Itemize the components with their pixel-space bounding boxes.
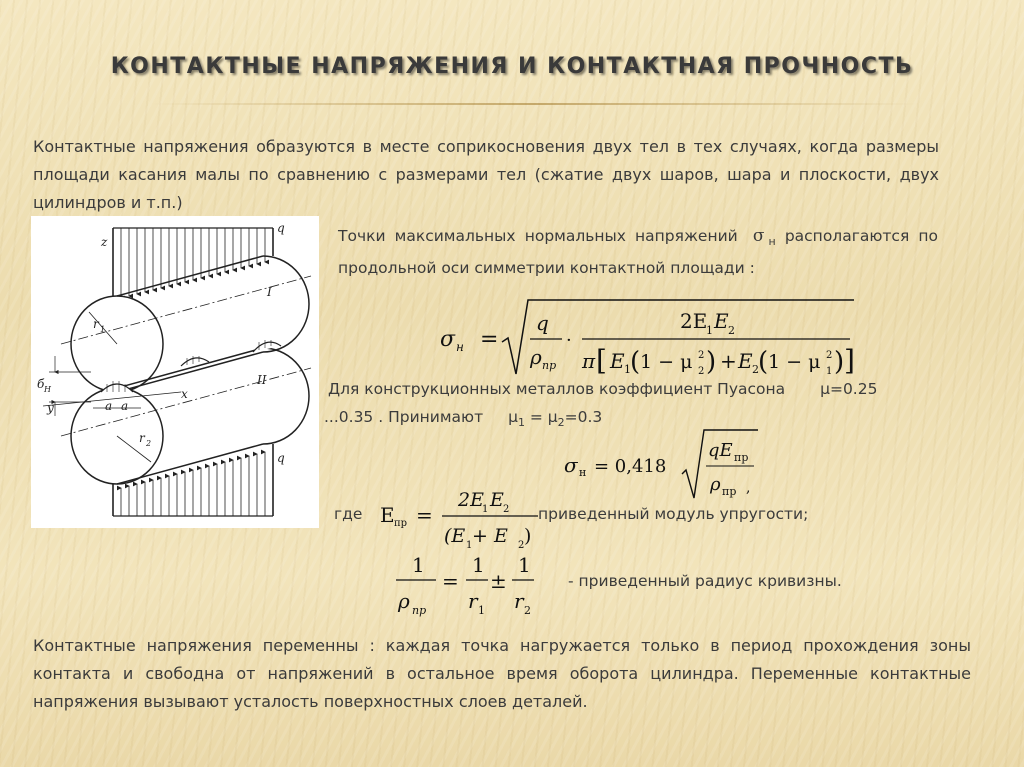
poisson-line-2 <box>324 408 602 429</box>
formula-reduced-radius <box>392 548 552 622</box>
poisson-eq: = <box>524 408 548 426</box>
f4-r1-sub: 1 <box>478 604 485 617</box>
f1-paren2-open: ( <box>758 347 769 377</box>
f4-r2-sub: 2 <box>524 604 531 617</box>
f3-num-s1: 1 <box>482 504 489 515</box>
f1-num-s1: 1 <box>706 324 713 337</box>
f2-rho-sub: пр <box>722 485 737 498</box>
f2-comma: , <box>746 480 751 496</box>
intro-paragraph: Контактные напряжения образуются в месте соприкосновения двух тел в тех случаях, когда размеры площади касания малы по сравнению с размерами тел (сжатие двух шаров, шара и плоскости, двух цилиндров и т.п.) <box>33 137 939 212</box>
fig-label-roman-2: II <box>257 373 267 387</box>
f1-num-s2: 2 <box>728 324 735 337</box>
f1-mu2-sup: 2 <box>698 350 705 361</box>
slide-title: КОНТАКТНЫЕ НАПРЯЖЕНИЯ И КОНТАКТНАЯ ПРОЧНОСТЬ <box>110 54 914 79</box>
f4-one-a: 1 <box>412 553 425 577</box>
f1-pi: π <box>582 349 596 373</box>
f1-rho: ρ <box>530 345 542 369</box>
f4-r2: r <box>514 589 524 613</box>
f4-rho: ρ <box>398 589 410 613</box>
fig-label-q-top: q <box>277 221 285 235</box>
f1-one1: 1 − μ <box>640 351 693 373</box>
f3-num-s2: 2 <box>503 504 510 515</box>
f3-den-plus: + E <box>472 525 508 547</box>
f2-lhs-sub: н <box>579 466 587 479</box>
f1-plus: + <box>720 349 737 373</box>
conclusion-paragraph: Контактные напряжения переменны : каждая точка нагружается только в период прохождения зоны контакта и свободна от напряжений в остальное время оборота цилиндра. Переменные контактные напряжения вызывают усталость поверхностных слоев деталей. <box>33 636 971 711</box>
modulus-description: приведенный модуль упругости; <box>538 505 809 523</box>
f1-paren1-close: ) <box>706 347 717 377</box>
f2-eq: = 0,418 <box>594 456 667 477</box>
f1-bracket-close: ] <box>844 344 855 377</box>
where-label: где <box>334 505 363 523</box>
f4-eq: = <box>442 569 459 593</box>
f2-lhs: σ <box>564 453 578 477</box>
f4-one-b: 1 <box>472 553 485 577</box>
f1-bracket-open: [ <box>596 344 607 377</box>
f1-paren1-open: ( <box>630 347 641 377</box>
poisson-mu1-sub: 1 <box>517 416 525 430</box>
f3-num: 2E <box>458 489 484 511</box>
fig-label-r1: r <box>93 317 99 331</box>
f1-lhs-sub: н <box>456 340 464 354</box>
f1-eq: = <box>480 327 499 352</box>
f1-lhs: σ <box>440 327 456 352</box>
poisson-value: μ=0.25 <box>820 380 878 398</box>
fig-label-roman-1: I <box>267 285 272 299</box>
max-stress-points-text <box>338 223 938 282</box>
formula-reduced-modulus <box>376 482 542 552</box>
formula-sigma-h-simplified <box>558 428 768 504</box>
f1-E1: E <box>610 349 625 373</box>
poisson-value-2: =0.3 <box>564 408 603 426</box>
poisson-mu2: μ <box>547 408 558 426</box>
f1-one2: 1 − μ <box>768 351 821 373</box>
f3-den-s2: 2 <box>518 540 525 551</box>
f4-pm: ± <box>490 569 507 593</box>
f3-num-E2: E <box>490 489 504 511</box>
f4-one-c: 1 <box>518 553 531 577</box>
f1-num: 2E <box>680 309 708 333</box>
f3-den-s1: 1 <box>466 540 473 551</box>
f1-paren2-close: ) <box>834 347 845 377</box>
fig-label-r1-sub: 1 <box>100 325 106 334</box>
poisson-mu1: μ <box>508 408 518 426</box>
f4-rho-sub: пр <box>412 604 427 617</box>
formula-sigma-h <box>436 296 866 380</box>
fig-label-x: x <box>181 387 188 401</box>
poisson-mu2-sub: 2 <box>557 416 565 430</box>
f3-den-open: (E <box>444 525 466 547</box>
f1-rho-sub: пр <box>542 359 557 372</box>
fig-label-r2-sub: 2 <box>146 439 152 448</box>
f2-qE: qE <box>708 440 733 461</box>
f1-mu1-sup: 2 <box>826 350 833 361</box>
f3-eq: = <box>416 503 433 527</box>
f1-E2: E <box>738 349 753 373</box>
points-sigma: σ <box>752 226 765 246</box>
f4-r1: r <box>468 589 478 613</box>
fig-label-a2: a <box>121 399 129 413</box>
points-sigma-sub: н <box>768 235 776 249</box>
f2-rho: ρ <box>710 474 721 495</box>
f2-qE-sub: пр <box>734 451 749 464</box>
f1-mu1-sub: 1 <box>826 366 833 377</box>
fig-label-delta-sub: H <box>44 385 51 394</box>
title-underline <box>150 103 920 105</box>
radius-description: - приведенный радиус кривизны. <box>568 572 842 590</box>
fig-label-q-bottom: q <box>277 451 285 465</box>
contact-cylinders-figure <box>31 216 319 528</box>
f1-dot: · <box>566 330 572 351</box>
poisson-line-1 <box>328 380 877 398</box>
f3-E: E <box>380 503 395 527</box>
f1-num-E2: E <box>714 309 729 333</box>
cylinders-diagram <box>31 216 319 528</box>
poisson-text: Для конструкционных металлов коэффициент Пуасона <box>328 380 786 398</box>
poisson-prefix: ...0.35 . Принимают <box>324 408 484 426</box>
f1-mu2-sub: 2 <box>698 366 705 377</box>
fig-label-r2: r <box>139 431 145 445</box>
fig-label-y: y <box>47 401 54 415</box>
fig-label-z: z <box>101 235 108 249</box>
fig-label-delta: б <box>37 377 45 391</box>
f1-E1-sub: 1 <box>624 363 631 376</box>
fig-label-a1: a <box>105 399 113 413</box>
f1-q: q <box>536 311 549 335</box>
f3-E-sub: пр <box>394 518 408 529</box>
f1-E2-sub: 2 <box>752 363 759 376</box>
points-text-1: Точки максимальных нормальных напряжений <box>338 227 738 245</box>
points-text-2: располагаются по продольной оси симметрии контактной площади : <box>338 227 939 278</box>
f3-den-close: ) <box>524 525 532 547</box>
